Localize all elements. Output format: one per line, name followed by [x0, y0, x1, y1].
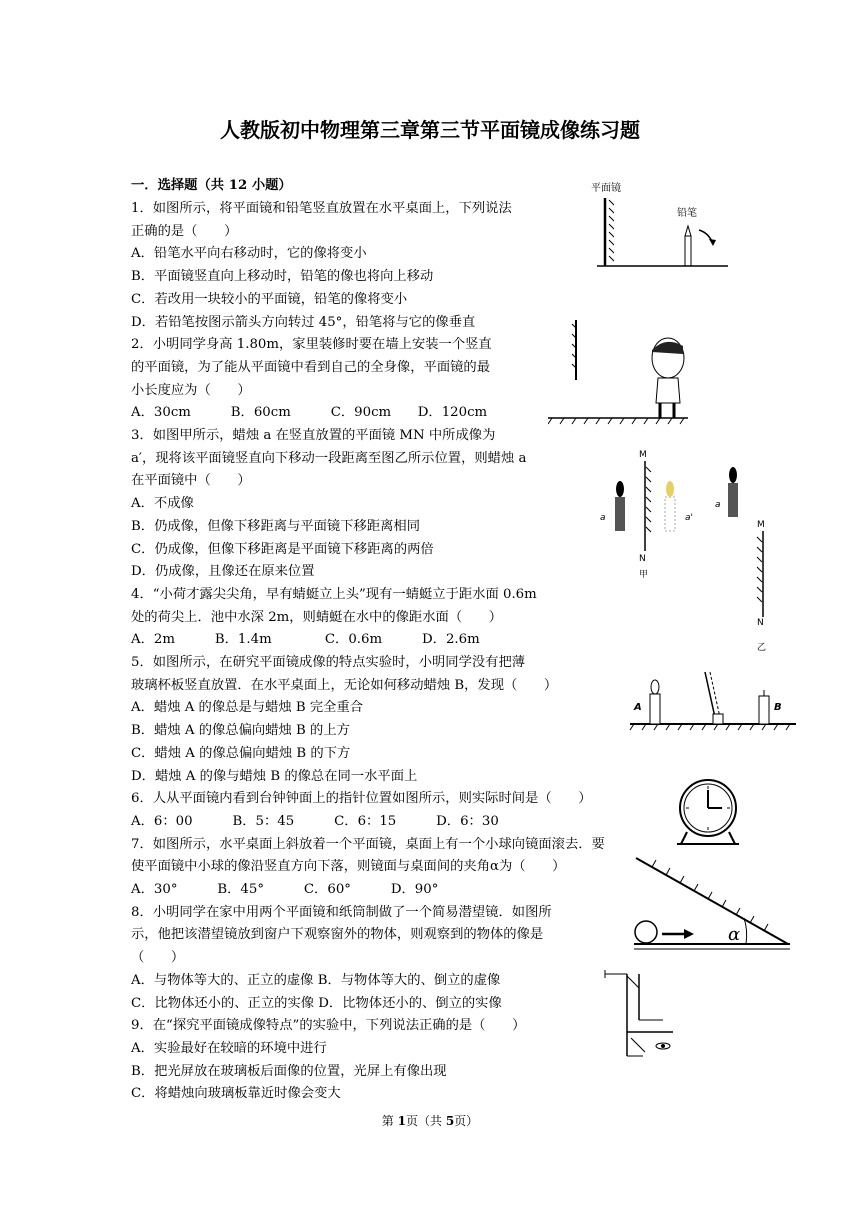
text-line: B．仍成像，但像下移距离与平面镜下移距离相同 — [131, 518, 421, 534]
text-line: C．仍成像，但像下移距离是平面镜下移距离的两倍 — [131, 541, 434, 557]
label-a-prime: a' — [685, 513, 693, 523]
text-line: 的平面镜，为了能从平面镜中看到自己的全身像，平面镜的最 — [131, 359, 491, 375]
label-jia: 甲 — [639, 570, 649, 580]
text-line: A．30cm B．60cm C．90cm D．120cm — [131, 405, 488, 421]
text-line: C．比物体还小的、正立的实像 D．比物体还小的、倒立的实像 — [131, 995, 502, 1011]
text-line: 9．在“探究平面镜成像特点”的实验中，下列说法正确的是（ ） — [131, 1018, 526, 1034]
text-line: 示，他把该潜望镜放到窗户下观察窗外的物体，则观察到的物体的像是 — [131, 927, 544, 943]
footer-page-number: 1 — [397, 1114, 406, 1128]
page-title: 人教版初中物理第三章第三节平面镜成像练习题 — [220, 118, 640, 142]
text-line: 8．小明同学在家中用两个平面镜和纸筒制做了一个简易潜望镜．如图所 — [131, 904, 552, 920]
text-line: A．蜡烛 A 的像总是与蜡烛 B 完全重合 — [131, 700, 364, 716]
label-m-jia: M — [639, 450, 647, 460]
figure-periscope — [603, 968, 683, 1063]
figure-incline-ball — [632, 856, 792, 956]
candle-a-label: A — [634, 702, 642, 713]
footer-total-pages: 5 — [445, 1114, 455, 1128]
text-line: B．平面镜竖直向上移动时，铅笔的像也将向上移动 — [131, 269, 434, 285]
label-a-jia: a — [600, 513, 606, 523]
text-line: 7．如图所示，水平桌面上斜放着一个平面镜，桌面上有一个小球向镜面滚去．要 — [131, 836, 605, 852]
figure-boy-mirror — [548, 318, 688, 428]
text-line: A．30° B．45° C．60° D．90° — [131, 882, 439, 897]
text-line: A．铅笔水平向右移动时，它的像将变小 — [131, 246, 367, 262]
text-line: 3．如图甲所示，蜡烛 a 在竖直放置的平面镜 MN 中所成像为 — [131, 428, 496, 443]
text-line: 在平面镜中（ ） — [131, 473, 251, 489]
label-n-yi: N — [757, 618, 764, 628]
figure-tilted-glass — [628, 670, 798, 735]
text-line: A．6：00 B．5：45 C．6：15 D．6：30 — [131, 813, 499, 829]
label-m-yi: M — [757, 520, 765, 530]
text-line: C．将蜡烛向玻璃板靠近时像会变大 — [131, 1086, 341, 1102]
alpha-label: α — [728, 924, 741, 945]
text-line: 6．人从平面镜内看到台钟钟面上的指针位置如图所示，则实际时间是（ ） — [131, 791, 592, 807]
footer-suffix: 页） — [454, 1114, 479, 1128]
text-line: A．实验最好在较暗的环境中进行 — [131, 1040, 327, 1056]
text-line: D．若铅笔按图示箭头方向转过 45°，铅笔将与它的像垂直 — [131, 314, 476, 330]
figure-candle-mirror-mn — [593, 445, 793, 655]
label-a-yi: a — [715, 500, 721, 510]
text-line: A．与物体等大的、正立的虚像 B．与物体等大的、倒立的虚像 — [131, 972, 501, 988]
pencil-label: 铅笔 — [677, 208, 697, 219]
mirror-label: 平面镜 — [591, 183, 621, 194]
text-line: 处的荷尖上．池中水深 2m，则蜻蜓在水中的像距水面（ ） — [131, 609, 503, 625]
text-line: 1．如图所示，将平面镜和铅笔竖直放置在水平桌面上，下列说法 — [131, 201, 512, 216]
text-line: 5．如图所示，在研究平面镜成像的特点实验时，小明同学没有把薄 — [131, 655, 526, 670]
label-n-jia: N — [639, 554, 646, 564]
figure-mirror-pencil — [583, 178, 733, 273]
text-line: a′，现将该平面镜竖直向下移动一段距离至图乙所示位置，则蜡烛 a — [131, 450, 527, 466]
text-line: 使平面镜中小球的像沿竖直方向下落，则镜面与桌面间的夹角α为（ ） — [131, 859, 566, 875]
text-line: C．蜡烛 A 的像总偏向蜡烛 B 的下方 — [131, 745, 351, 761]
text-line: B．把光屏放在玻璃板后面像的位置，光屏上有像出现 — [131, 1063, 447, 1079]
text-line: A．2m B．1.4m C．0.6m D．2.6m — [131, 632, 480, 648]
text-line: 小长度应为（ ） — [131, 382, 251, 398]
text-line: D．仍成像，且像还在原来位置 — [131, 564, 315, 580]
text-line: B．蜡烛 A 的像总偏向蜡烛 B 的上方 — [131, 723, 350, 739]
candle-b-label: B — [774, 702, 782, 713]
label-yi: 乙 — [757, 643, 767, 653]
figure-clock — [673, 776, 743, 848]
text-line: D．蜡烛 A 的像与蜡烛 B 的像总在同一水平面上 — [131, 768, 418, 784]
text-line: 玻璃杯板竖直放置．在水平桌面上，无论如何移动蜡烛 B，发现（ ） — [131, 677, 558, 693]
text-line: A．不成像 — [131, 496, 194, 512]
text-line: （ ） — [131, 950, 185, 966]
text-line: 2．小明同学身高 1.80m，家里装修时要在墙上安装一个竖直 — [131, 337, 492, 353]
section-heading: 一．选择题（共 12 小题） — [131, 178, 292, 193]
text-line: 4．“小荷才露尖尖角，早有蜻蜓立上头”现有一蜻蜓立于距水面 0.6m — [131, 586, 537, 602]
text-line: C．若改用一块较小的平面镜，铅笔的像将变小 — [131, 291, 408, 307]
footer-prefix: 第 — [381, 1114, 398, 1128]
page-footer — [0, 1112, 860, 1129]
text-line: 正确的是（ ） — [131, 223, 238, 239]
footer-mid: 页（共 — [405, 1114, 446, 1128]
